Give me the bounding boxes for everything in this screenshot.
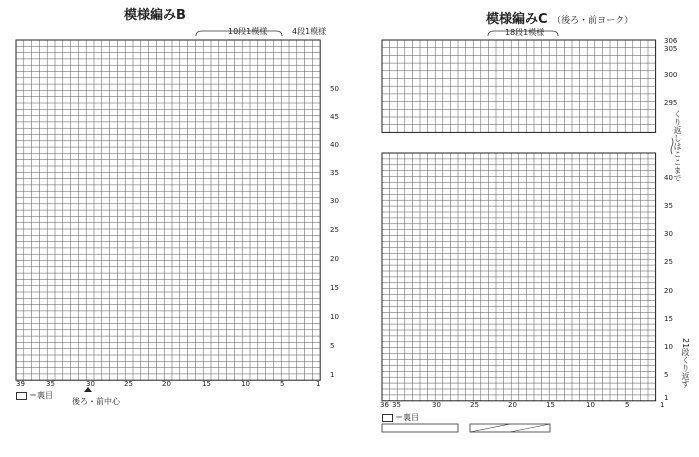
col-label: 15: [202, 380, 211, 388]
chart-b-legend-text: ＝裏目: [29, 391, 53, 400]
center-marker-icon: [84, 387, 92, 392]
row-label: 305: [664, 45, 678, 53]
chart-b-title: 模様編みB: [124, 8, 186, 23]
chart-c-subtitle: （後ろ・前ヨーク）: [552, 16, 634, 26]
col-label: 25: [470, 401, 479, 409]
col-label: 39: [16, 380, 25, 388]
col-label: 30: [432, 401, 441, 409]
row-label: 5: [664, 371, 669, 379]
row-label: 306: [664, 37, 678, 45]
cable-grid-icon: [382, 424, 458, 432]
chart-c-repeat-bracket: [488, 31, 558, 36]
row-label: 10: [330, 313, 339, 321]
row-label: 1: [330, 371, 335, 379]
row-label: 35: [664, 202, 673, 210]
col-label: 20: [162, 380, 171, 388]
col-label: 1: [660, 401, 665, 409]
col-label: 5: [280, 380, 285, 388]
chart-c-legend-text: ＝裏目: [395, 413, 419, 422]
col-label: 1: [316, 380, 321, 388]
chart-b-repeat-rows: 10段1模様: [228, 27, 268, 36]
col-label: 35: [392, 401, 401, 409]
col-label: 10: [586, 401, 595, 409]
row-label: 25: [330, 226, 339, 234]
row-label: 20: [664, 287, 673, 295]
chart-c-grid-top-lines: [382, 40, 656, 132]
row-label: 1: [664, 394, 669, 402]
chart-c-side-note-bottom: 21段くり返す: [681, 338, 690, 389]
col-label: 15: [546, 401, 555, 409]
row-label: 45: [330, 113, 339, 121]
row-label: 25: [664, 258, 673, 266]
chart-c-side-note-top: くり返しはここまで: [673, 110, 682, 182]
row-label: 300: [664, 71, 678, 79]
col-label: 30: [86, 380, 95, 388]
chart-b-center-label: 後ろ・前中心: [72, 397, 120, 406]
row-label: 20: [330, 255, 339, 263]
chart-c-repeat-rows: 18段1模様: [505, 28, 545, 37]
col-label: 5: [625, 401, 630, 409]
col-label: 10: [241, 380, 250, 388]
row-label: 40: [664, 174, 673, 182]
chart-c-grid-top: [382, 40, 656, 132]
row-label: 30: [330, 197, 339, 205]
col-label: 25: [124, 380, 133, 388]
row-label: 10: [664, 343, 673, 351]
row-label: 35: [330, 169, 339, 177]
row-label: 295: [664, 99, 678, 107]
cable-cross-icon: [470, 424, 550, 432]
chart-b-grid: [16, 40, 320, 380]
chart-b-grid-lines: [16, 40, 320, 380]
col-label: 35: [46, 380, 55, 388]
break-mark-icon: [671, 138, 673, 154]
row-label: 15: [664, 315, 673, 323]
row-label: 30: [664, 230, 673, 238]
chart-b-repeat-bracket: [196, 31, 282, 36]
row-label: 40: [330, 141, 339, 149]
cable-symbol-icon: [470, 424, 550, 432]
row-label: 50: [330, 85, 339, 93]
row-label: 5: [330, 342, 335, 350]
row-label: 15: [330, 284, 339, 292]
chart-c-grid-bottom-lines: [382, 153, 656, 401]
col-label: 36: [380, 401, 389, 409]
col-label: 20: [508, 401, 517, 409]
chart-b-repeat-stitches: 4段1模様: [292, 27, 327, 36]
chart-c-title-text: 模様編みC: [486, 12, 548, 27]
chart-c-grid-bottom: [382, 153, 656, 401]
